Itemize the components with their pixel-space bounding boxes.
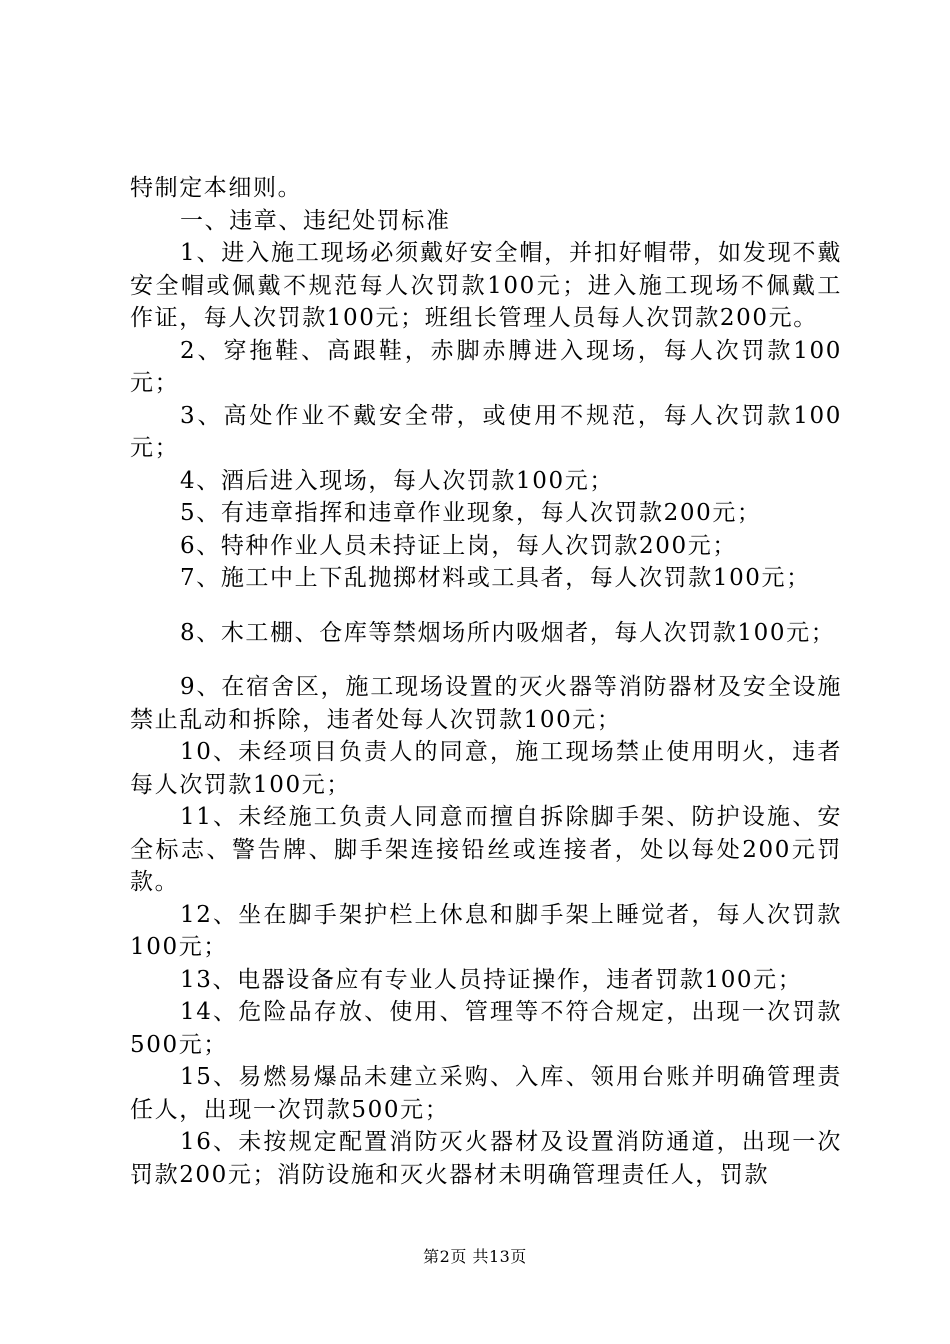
- document-paragraph: 15、易燃易爆品未建立采购、入库、领用台账并明确管理责任人，出现一次罚款500元；: [130, 1064, 842, 1123]
- document-paragraph: 5、有违章指挥和违章作业现象，每人次罚款200元；: [180, 500, 762, 526]
- document-paragraph: 12、坐在脚手架护栏上休息和脚手架上睡觉者，每人次罚款100元；: [130, 901, 842, 960]
- document-paragraph: 11、未经施工负责人同意而擅自拆除脚手架、防护设施、安全标志、警告牌、脚手架连接铅丝或连接者，处以每处200元罚款。: [130, 804, 842, 895]
- page-footer: 第2页 共13页: [423, 1247, 527, 1266]
- document-paragraph: 7、施工中上下乱抛掷材料或工具者，每人次罚款100元；: [180, 565, 811, 591]
- document-paragraph: 4、酒后进入现场，每人次罚款100元；: [180, 467, 614, 494]
- document-paragraph: 14、危险品存放、使用、管理等不符合规定，出现一次罚款500元；: [130, 999, 842, 1058]
- document-paragraph: 1、进入施工现场必须戴好安全帽，并扣好帽带，如发现不戴安全帽或佩戴不规范每人次罚款100元；进入施工现场不佩戴工作证，每人次罚款100元；班组长管理人员每人次罚款200元。: [130, 240, 842, 331]
- document-paragraph: 6、特种作业人员未持证上岗，每人次罚款200元；: [180, 532, 737, 559]
- document-paragraph: 3、高处作业不戴安全带，或使用不规范，每人次罚款100元；: [130, 402, 842, 461]
- section-heading: 一、违章、违纪处罚标准: [180, 207, 451, 234]
- document-paragraph: 13、电器设备应有专业人员持证操作，违者罚款100元；: [180, 966, 803, 993]
- document-paragraph: 8、木工棚、仓库等禁烟场所内吸烟者，每人次罚款100元；: [180, 619, 836, 646]
- document-paragraph: 特制定本细则。: [130, 175, 303, 201]
- document-paragraph: 10、未经项目负责人的同意，施工现场禁止使用明火，违者每人次罚款100元；: [130, 739, 842, 798]
- document-body: [130, 172, 842, 1191]
- document-paragraph: 9、在宿舍区，施工现场设置的灭火器等消防器材及安全设施禁止乱动和拆除，违者处每人次罚款100元；: [130, 674, 842, 733]
- document-paragraph: 16、未按规定配置消防灭火器材及设置消防通道，出现一次罚款200元；消防设施和灭火器材未明确管理责任人，罚款: [130, 1129, 842, 1188]
- document-paragraph: 2、穿拖鞋、高跟鞋，赤脚赤膊进入现场，每人次罚款100元；: [130, 337, 842, 396]
